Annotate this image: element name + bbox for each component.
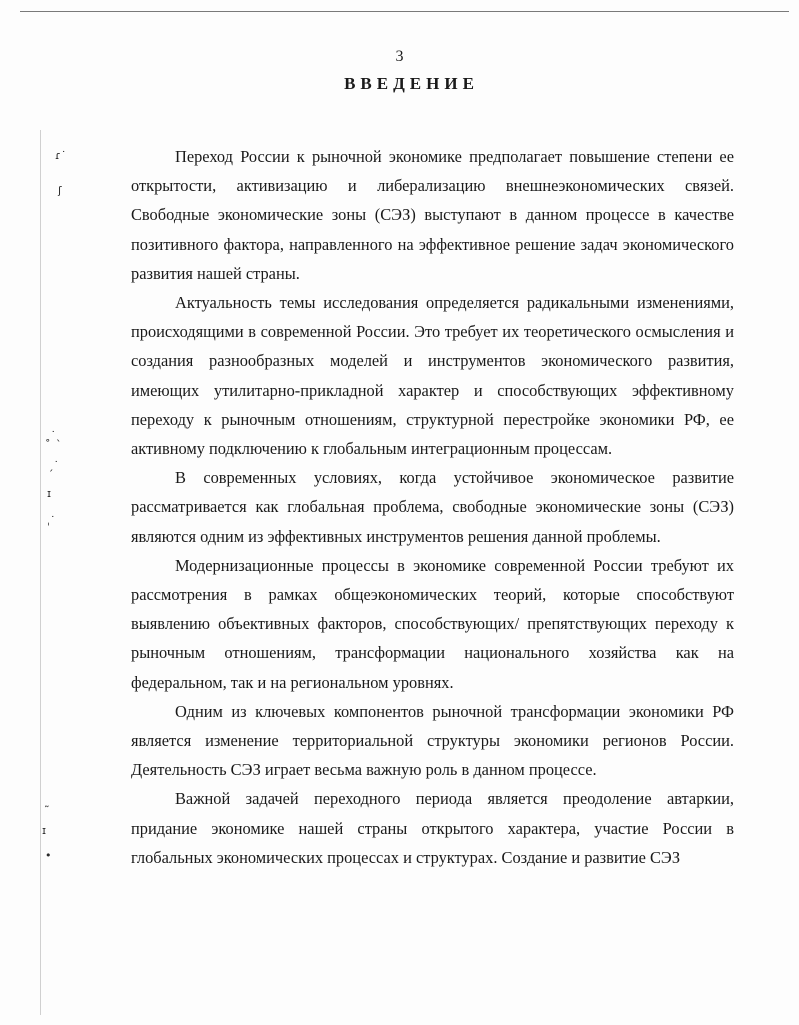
scan-top-edge [20, 11, 789, 12]
scan-artifact-mark: ˏ˙ [48, 459, 59, 472]
scan-left-edge [40, 130, 41, 1015]
scan-artifact-mark: ˜ [44, 804, 50, 817]
scan-artifact-mark: ˳˙ˎ [45, 429, 62, 442]
paragraph-transition: Переход России к рыночной экономике предполагает повышение степени ее открытости, активизацию и либерализацию внешнеэкономических связей. Свободные экономические зоны (СЭЗ) выступают в данном процессе в качестве позитивного фактора, направленного на эффективное решение задач экономического развития нашей страны. [131, 147, 734, 283]
paragraph-modernization: Модернизационные процессы в экономике современной России требуют их рассмотрения в рамках общеэкономических теорий, которые способствуют выявлению объективных факторов, способствующих/ препятствующих переходу к рыночным отношениям, трансформации национального хозяйства как на федеральном, так и на региональном уровнях. [131, 555, 734, 692]
page-number: 3 [395, 48, 404, 65]
paragraph-territorial-structure: Одним из ключевых компонентов рыночной трансформации экономики РФ является изменение территориальной структуры экономики регионов России. Деятельность СЭЗ играет весьма важную роль в данном процессе. [131, 701, 734, 780]
paragraph-relevance: Актуальность темы исследования определяется радикальными изменениями, происходящими в современной России. Это требует их теоретического осмысления и создания разнообразных моделей и инструментов экономического развития, имеющих утилитарно-прикладной характер и способствующих эффективному переходу к рыночным отношениям, структурной перестройке экономики РФ, ее активному подключению к глобальным интеграционным процессам. [131, 293, 734, 459]
paragraph-autarky: Важной задачей переходного периода является преодоление автаркии, придание экономике нашей страны открытого характера, участие России в глобальных экономических процессах и структурах. Создание и развитие СЭЗ [131, 789, 734, 867]
scan-artifact-mark: ɾ˙ [55, 149, 67, 162]
scan-artifact-mark: • [45, 849, 52, 862]
paragraph-modern-conditions: В современных условиях, когда устойчивое экономическое развитие рассматривается как глобальная проблема, свободные экономические зоны (СЭЗ) являются одним из эффективных инструментов решения данной проблемы. [131, 468, 734, 546]
body-text [131, 142, 734, 872]
scan-artifact-mark: ɪ [42, 824, 47, 837]
scan-artifact-mark: ʃ [58, 184, 62, 197]
scan-artifact-mark: ɪ [47, 487, 52, 500]
scan-artifact-mark: ˌ˙ [47, 514, 56, 527]
section-heading: ВВЕДЕНИЕ [344, 74, 479, 93]
